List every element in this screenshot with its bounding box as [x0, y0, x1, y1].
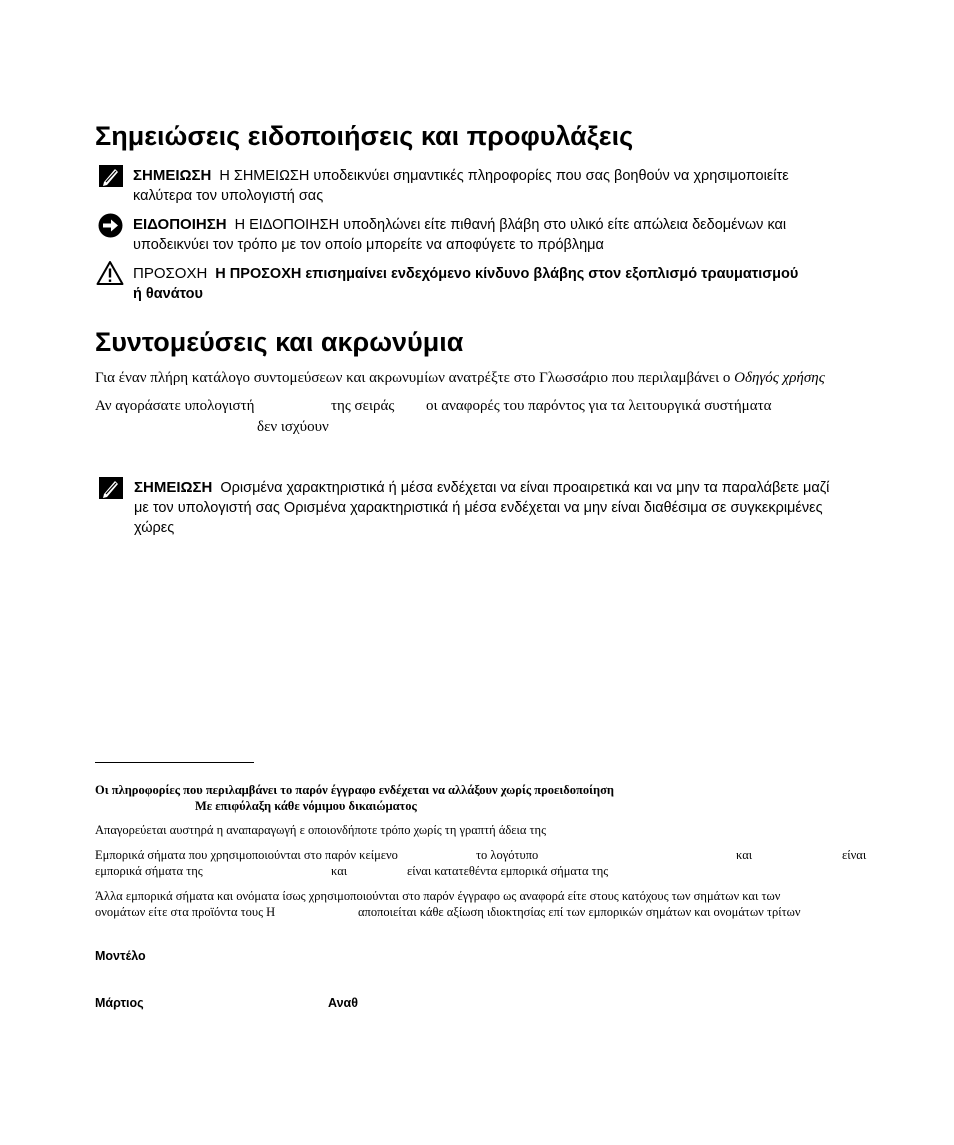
- note-label: ΣΗΜΕΙΩΣΗ: [133, 167, 212, 184]
- users-guide-title: Οδηγός χρήσης: [734, 370, 825, 386]
- os-para-b: της σειράς: [331, 398, 395, 414]
- notice-text-line2: υποδεικνύει τον τρόπο με τον οποίο μπορείτε να αποφύγετε το πρόβλημα: [133, 237, 604, 253]
- model-label: Μοντέλο: [95, 949, 146, 963]
- os-para-d: δεν ισχύουν: [257, 419, 329, 435]
- notice-icon: [98, 213, 123, 243]
- date-label: Μάρτιος: [95, 996, 144, 1010]
- features-note-line3: χώρες: [134, 520, 175, 536]
- trademark-line2-a: εμπορικά σήματα της: [95, 864, 203, 878]
- trademark-line2-b: και: [331, 864, 348, 878]
- features-note-line2: με τον υπολογιστή σας Ορισμένα χαρακτηριστικά ή μέσα ενδέχεται να μην είναι διαθέσιμα σε συγκεκριμένες: [134, 500, 823, 516]
- note-text-line2: καλύτερα τον υπολογιστή σας: [133, 188, 324, 204]
- section-title-notes: Σημειώσεις ειδοποιήσεις και προφυλάξεις: [95, 121, 634, 151]
- caution-block: [133, 264, 893, 304]
- glossary-paragraph: [95, 370, 825, 387]
- reproduction-notice: Απαγορεύεται αυστηρά η αναπαραγωγή ε οποιονδήποτε τρόπο χωρίς τη γραπτή άδεια της: [95, 823, 547, 837]
- features-note-line1: Ορισμένα χαρακτηριστικά ή μέσα ενδέχεται να είναι προαιρετικά και να μην τα παραλάβετε μαζί: [220, 480, 830, 496]
- other-trademarks-line2-a: ονομάτων είτε στα προϊόντα τους Η: [95, 905, 276, 919]
- caution-label: ΠΡΟΣΟΧΗ: [133, 265, 208, 282]
- notice-block: [133, 215, 873, 255]
- features-note-block: [134, 478, 894, 538]
- footer-divider: [95, 762, 254, 763]
- notice-text-line1: Η ΕΙΔΟΠΟΙΗΣΗ υποδηλώνει είτε πιθανή βλάβη στο υλικό είτε απώλεια δεδομένων και: [234, 217, 787, 233]
- caution-text-line2: ή θανάτου: [133, 286, 203, 302]
- other-trademarks-line1: Άλλα εμπορικά σήματα και ονόματα ίσως χρησιμοποιούνται στο παρόν έγγραφο ως αναφορά είτε στους κατόχους των σημάτων και των: [95, 889, 781, 903]
- pencil-note-icon: [98, 476, 124, 505]
- glossary-text: Για έναν πλήρη κατάλογο συντομεύσεων και ακρωνυμίων ανατρέξτε στο Γλωσσάριο που περιλαμβάνει ο: [95, 370, 731, 386]
- trademark-line1-a: Εμπορικά σήματα που χρησιμοποιούνται στο παρόν κείμενο: [95, 848, 398, 862]
- caution-text-line1: Η ΠΡΟΣΟΧΗ επισημαίνει ενδεχόμενο κίνδυνο βλάβης στον εξοπλισμό τραυματισμού: [215, 266, 799, 282]
- trademark-line1-c: και: [736, 848, 753, 862]
- note-block: [133, 166, 873, 206]
- caution-icon: [96, 260, 124, 291]
- revision-label: Αναθ: [328, 996, 358, 1010]
- rights-reserved: Με επιφύλαξη κάθε νόμιμου δικαιώματος: [195, 799, 417, 813]
- os-para-a: Αν αγοράσατε υπολογιστή: [95, 398, 255, 414]
- features-note-label: ΣΗΜΕΙΩΣΗ: [134, 479, 213, 496]
- pencil-note-icon: [98, 164, 124, 193]
- info-change-notice: Οι πληροφορίες που περιλαμβάνει το παρόν έγγραφο ενδέχεται να αλλάξουν χωρίς προειδοποίηση: [95, 783, 614, 797]
- trademark-line1-d: είναι: [842, 848, 867, 862]
- notice-label: ΕΙΔΟΠΟΙΗΣΗ: [133, 216, 227, 233]
- note-text-line1: Η ΣΗΜΕΙΩΣΗ υποδεικνύει σημαντικές πληροφορίες που σας βοηθούν να χρησιμοποιείτε: [219, 168, 789, 184]
- other-trademarks-line2-b: αποποιείται κάθε αξίωση ιδιοκτησίας επί των εμπορικών σημάτων και ονομάτων τρίτων: [358, 905, 801, 919]
- trademark-line1-b: το λογότυπο: [476, 848, 539, 862]
- section-title-abbreviations: Συντομεύσεις και ακρωνύμια: [95, 327, 464, 357]
- trademark-line2-c: είναι κατατεθέντα εμπορικά σήματα της: [407, 864, 609, 878]
- os-para-c: οι αναφορές του παρόντος για τα λειτουργικά συστήματα: [426, 398, 772, 414]
